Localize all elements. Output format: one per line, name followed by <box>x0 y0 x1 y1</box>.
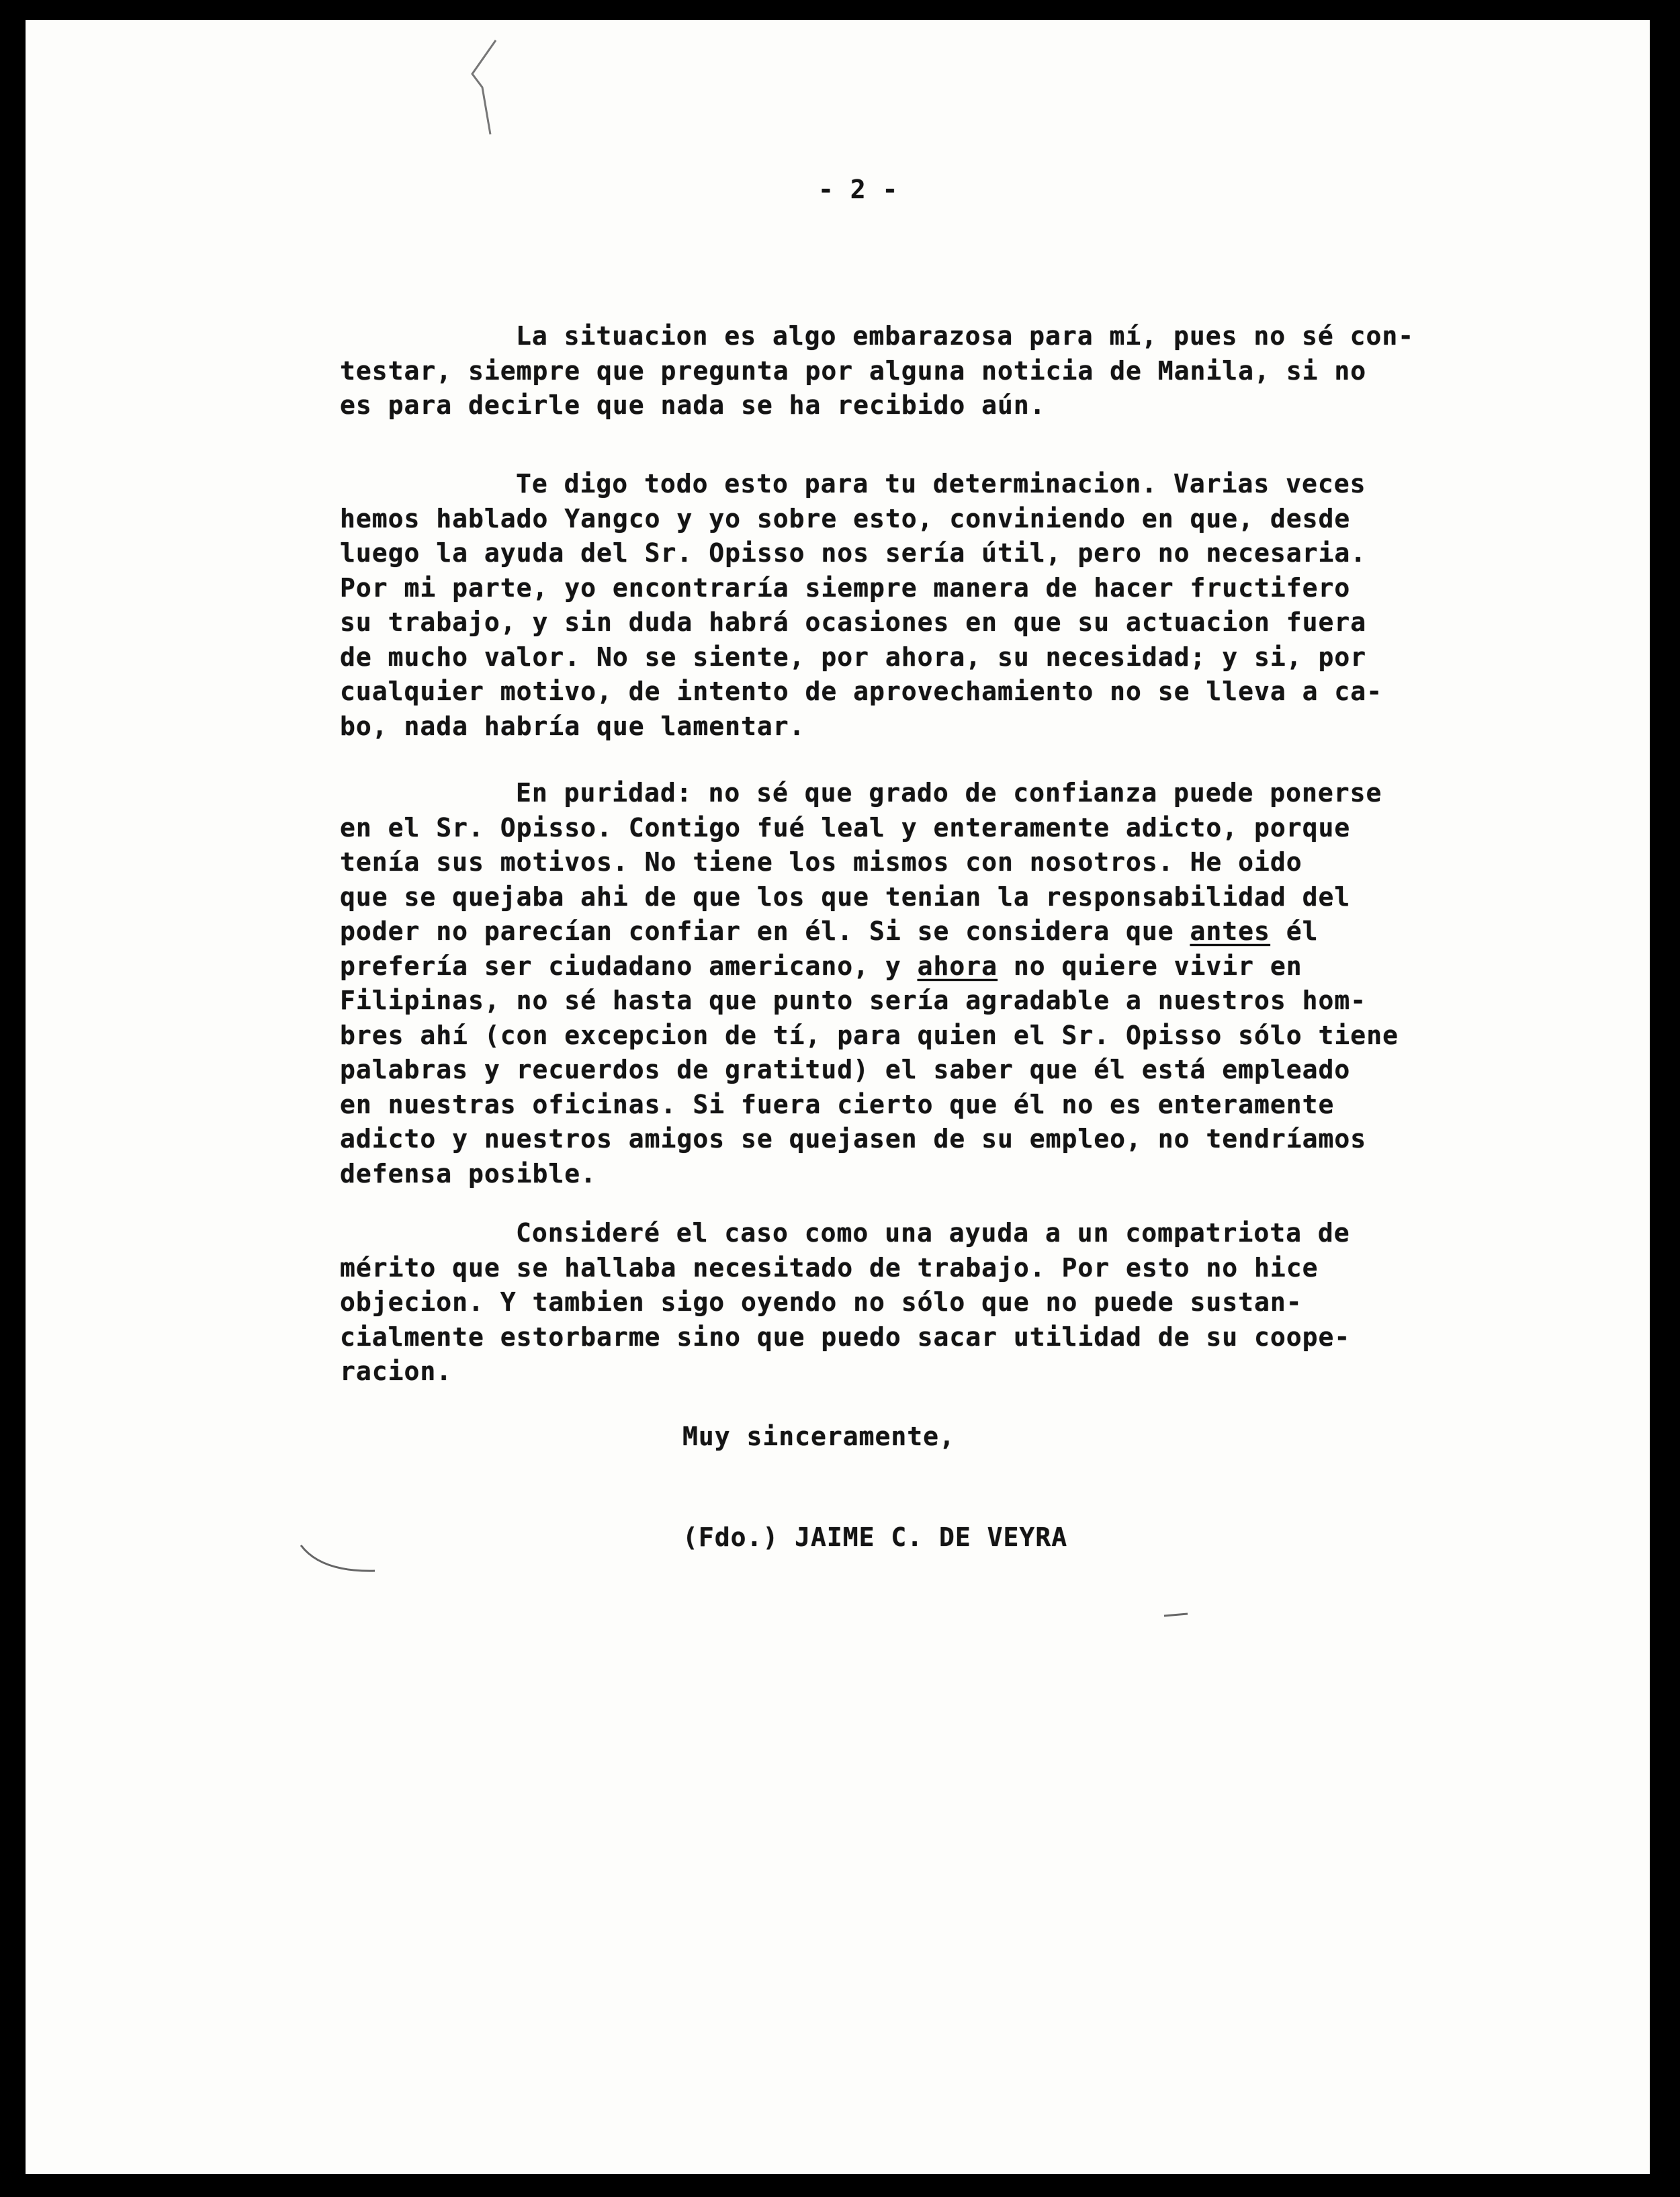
letter-line <box>340 709 805 743</box>
signature-line: (Fdo.) JAIME C. DE VEYRA <box>682 1522 1068 1552</box>
underlined-word: ahora <box>917 951 998 981</box>
line-text: en nuestras oficinas. Si fuera cierto que él no es enteramente <box>340 1089 1335 1119</box>
line-text: testar, siempre que pregunta por alguna noticia de Manila, si no <box>340 355 1367 386</box>
line-text: de mucho valor. No se siente, por ahora, su necesidad; y si, por <box>340 642 1367 672</box>
line-text: En puridad: no sé que grado de confianza puede ponerse <box>516 778 1382 808</box>
line-text: no quiere vivir en <box>998 951 1302 981</box>
line-text: en el Sr. Opisso. Contigo fué leal y enteramente adicto, porque <box>340 812 1351 843</box>
letter-line <box>516 319 1414 353</box>
line-text: defensa posible. <box>340 1158 597 1189</box>
letter-line <box>340 984 1366 1017</box>
letter-line <box>340 640 1366 674</box>
line-text: Consideré el caso como una ayuda a un compatriota de <box>516 1218 1350 1248</box>
letter-line <box>340 571 1350 605</box>
letter-line <box>340 1157 596 1191</box>
line-text: Por mi parte, yo encontraría siempre manera de hacer fructifero <box>340 572 1351 603</box>
scan-mark-top-left <box>442 34 536 168</box>
scan-mark-left <box>294 1532 402 1586</box>
line-text: Filipinas, no sé hasta que punto sería agradable a nuestros hom- <box>340 986 1367 1015</box>
line-text: tenía sus motivos. No tiene los mismos con nosotros. He oido <box>340 847 1302 877</box>
line-text: prefería ser ciudadano americano, y <box>340 951 918 981</box>
letter-line <box>340 605 1366 639</box>
letter-line <box>340 1088 1334 1121</box>
line-text: cualquier motivo, de intento de aprovechamiento no se lleva a ca- <box>340 677 1383 706</box>
underlined-word: antes <box>1190 916 1270 946</box>
line-text: cialmente estorbarme sino que puedo sacar utilidad de su coope- <box>340 1322 1351 1352</box>
letter-line <box>340 845 1302 879</box>
line-text: mérito que se hallaba necesitado de trabajo. Por esto no hice <box>340 1252 1319 1283</box>
line-text: La situacion es algo embarazosa para mí, pues no sé con- <box>516 321 1415 351</box>
line-text: Te digo todo esto para tu determinacion. Varias veces <box>516 469 1366 499</box>
letter-line <box>340 675 1382 708</box>
letter-line <box>516 1216 1350 1250</box>
letter-line <box>340 536 1366 570</box>
letter-line <box>340 1285 1302 1319</box>
letter-line <box>340 914 1319 948</box>
page-number: - 2 - <box>818 175 899 204</box>
line-text: poder no parecían confiar en él. Si se considera que <box>340 916 1190 946</box>
line-text: que se quejaba ahi de que los que tenian la responsabilidad del <box>340 881 1351 912</box>
line-text: bres ahí (con excepcion de tí, para quien el Sr. Opisso sólo tiene <box>340 1020 1399 1050</box>
letter-line <box>340 1320 1350 1354</box>
scan-mark-right <box>1161 1606 1201 1626</box>
closing-line: Muy sinceramente, <box>682 1422 955 1451</box>
line-text: hemos hablado Yangco y yo sobre esto, conviniendo en que, desde <box>340 503 1351 533</box>
line-text: es para decirle que nada se ha recibido aún. <box>340 390 1046 420</box>
letter-line <box>340 880 1350 914</box>
letter-line <box>340 811 1350 845</box>
line-text: él <box>1270 916 1319 946</box>
letter-line <box>340 354 1366 388</box>
line-text: racion. <box>340 1356 453 1386</box>
line-text: objecion. Y tambien sigo oyendo no sólo que no puede sustan- <box>340 1287 1302 1317</box>
letter-line <box>340 388 1046 422</box>
line-text: luego la ayuda del Sr. Opisso nos sería útil, pero no necesaria. <box>340 538 1367 568</box>
line-text: bo, nada habría que lamentar. <box>340 711 805 741</box>
letter-line <box>340 1019 1399 1052</box>
letter-line <box>340 1122 1366 1156</box>
letter-line <box>516 467 1366 501</box>
letter-line <box>340 1053 1350 1086</box>
letter-line <box>516 776 1382 810</box>
line-text: su trabajo, y sin duda habrá ocasiones en que su actuacion fuera <box>340 607 1367 637</box>
letter-line <box>340 1354 452 1388</box>
letter-line <box>340 502 1350 535</box>
letter-line <box>340 949 1302 983</box>
line-text: adicto y nuestros amigos se quejasen de su empleo, no tendríamos <box>340 1124 1367 1154</box>
letter-page <box>26 20 1650 2174</box>
line-text: palabras y recuerdos de gratitud) el saber que él está empleado <box>340 1055 1351 1084</box>
letter-line <box>340 1251 1319 1285</box>
